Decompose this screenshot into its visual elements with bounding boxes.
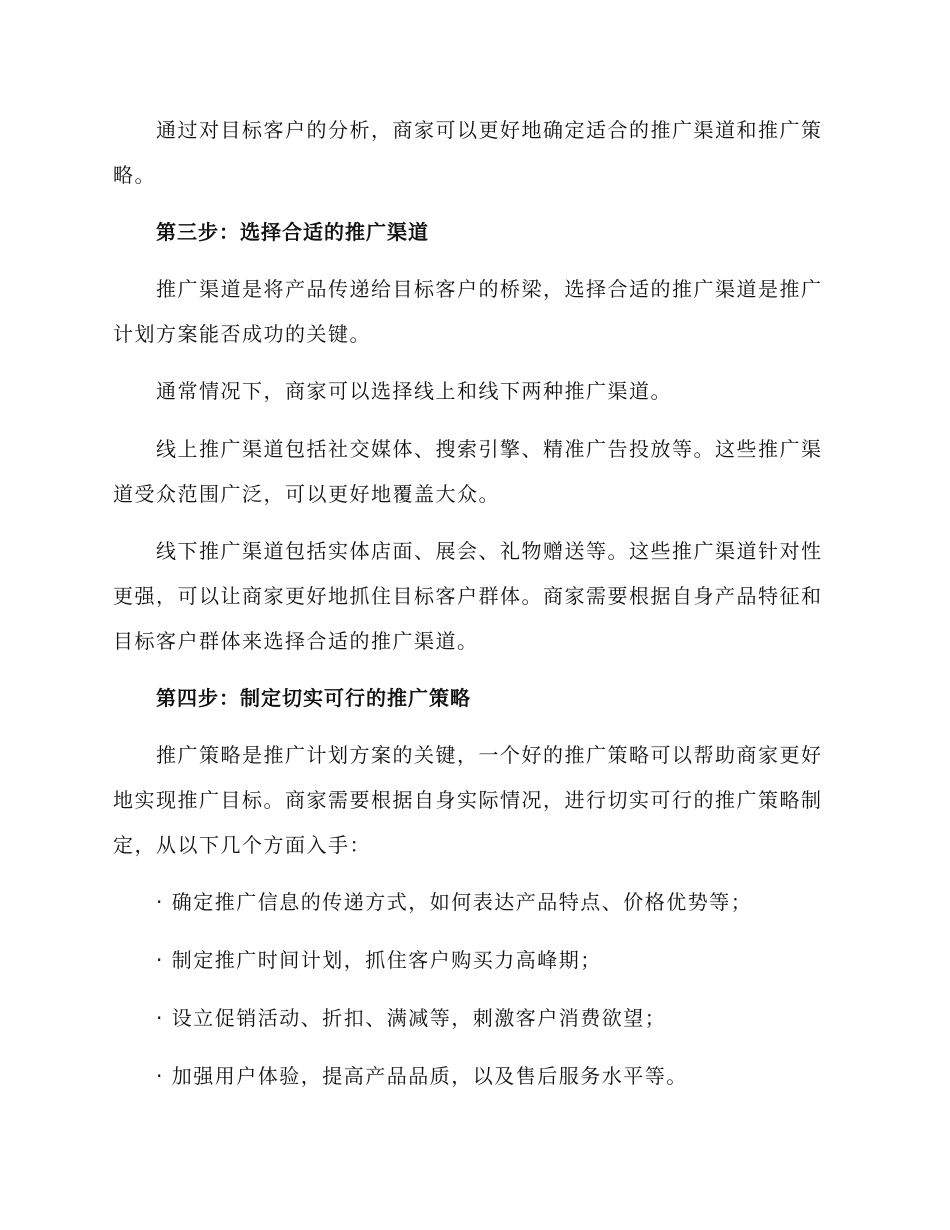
- paragraph-strategy-line-1: 推广策略是推广计划方案的关键，一个好的推广策略可以帮助商家更好: [156, 743, 823, 767]
- bullet-item: · 制定推广时间计划，抓住客户购买力高峰期；: [156, 948, 602, 972]
- paragraph-offline-line-1: 线下推广渠道包括实体店面、展会、礼物赠送等。这些推广渠道针对性: [156, 539, 823, 563]
- paragraph-channel-line-1: 推广渠道是将产品传递给目标客户的桥梁，选择合适的推广渠道是推广: [156, 277, 823, 301]
- paragraph-strategy-line-2: 地实现推广目标。商家需要根据自身实际情况，进行切实可行的推广策略制: [113, 788, 823, 812]
- bullet-item: · 确定推广信息的传递方式，如何表达产品特点、价格优势等；: [156, 890, 753, 914]
- heading-step-three: 第三步：选择合适的推广渠道: [156, 220, 429, 244]
- paragraph-online-line-2: 道受众范围广泛，可以更好地覆盖大众。: [113, 482, 500, 506]
- bullet-item: · 设立促销活动、折扣、满减等，刺激客户消费欲望；: [156, 1006, 667, 1030]
- bullet-item: · 加强用户体验，提高产品品质，以及售后服务水平等。: [156, 1064, 688, 1088]
- paragraph-strategy-line-3: 定，从以下几个方面入手：: [113, 833, 371, 857]
- heading-step-four: 第四步：制定切实可行的推广策略: [156, 686, 471, 710]
- paragraph-online-line-1: 线上推广渠道包括社交媒体、搜索引擎、精准广告投放等。这些推广渠: [156, 437, 823, 461]
- paragraph-online-offline: 通常情况下，商家可以选择线上和线下两种推广渠道。: [156, 379, 672, 403]
- paragraph-analysis-line-1: 通过对目标客户的分析，商家可以更好地确定适合的推广渠道和推广策: [156, 118, 823, 142]
- paragraph-channel-line-2: 计划方案能否成功的关键。: [113, 322, 371, 346]
- paragraph-offline-line-3: 目标客户群体来选择合适的推广渠道。: [113, 629, 479, 653]
- paragraph-analysis-line-2: 略。: [113, 163, 156, 187]
- paragraph-offline-line-2: 更强，可以让商家更好地抓住目标客户群体。商家需要根据自身产品特征和: [113, 584, 823, 608]
